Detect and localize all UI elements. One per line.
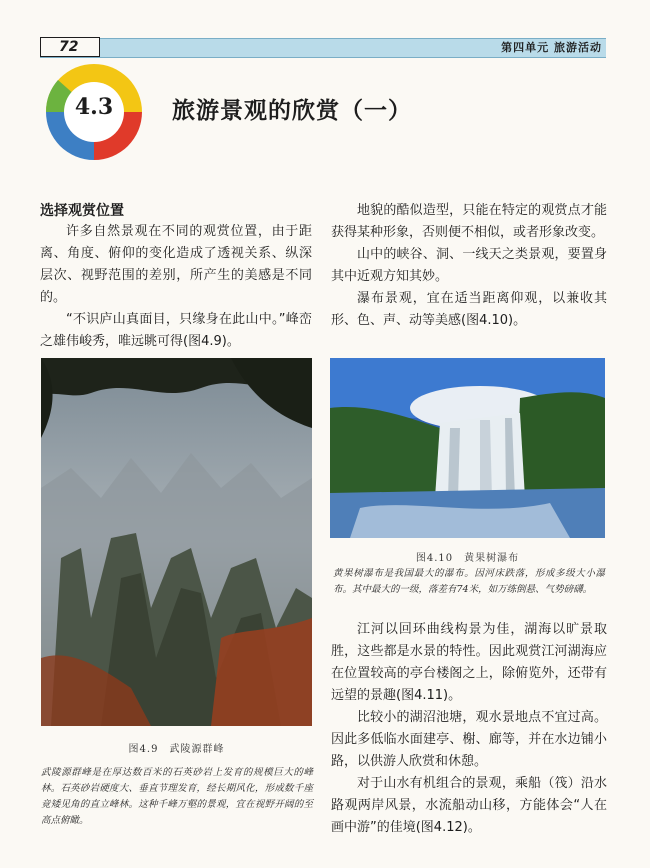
left-column-text <box>40 221 312 353</box>
paragraph: 地貌的酷似造型，只能在特定的观赏点才能获得某种形象，否则便不相似，或者形象改变。 <box>331 203 607 240</box>
page-number: 72 <box>40 37 100 57</box>
huangguoshu-waterfall-photo <box>330 358 605 538</box>
paragraph: 瀑布景观，宜在适当距离仰观，以兼收其形、色、声、动等美感(图4.10)。 <box>331 291 607 328</box>
unit-label: 第四单元 旅游活动 <box>501 41 602 54</box>
figure-title: 图4.9 武陵源群峰 <box>128 744 225 755</box>
figure-title: 图4.10 黄果树瀑布 <box>415 553 520 564</box>
wulingyuan-peaks-photo <box>41 358 312 726</box>
sub-heading: 选择观赏位置 <box>40 203 124 219</box>
paragraph: 对于山水有机组合的景观，乘船（筏）沿水路观两岸风景，水流船动山移，方能体会“人在画中游”的佳境(图4.12)。 <box>331 776 607 835</box>
paragraph: 许多自然景观在不同的观赏位置，由于距离、角度、俯仰的变化造成了透视关系、纵深层次、视野范围的差别，所产生的美感是不同的。 <box>40 224 312 305</box>
right-column-top-text <box>331 200 607 332</box>
right-column-bottom-text <box>331 619 607 839</box>
lesson-title: 旅游景观的欣赏（一） <box>172 97 412 124</box>
section-number: 4.3 <box>74 94 114 120</box>
paragraph: 比较小的湖沼池塘，观水景地点不宜过高。因此多低临水面建亭、榭、廊等，并在水边铺小路，以供游人欣赏和休憩。 <box>331 710 607 769</box>
paragraph: 山中的峡谷、洞、一线天之类景观，要置身其中近观方知其妙。 <box>331 247 607 284</box>
figure-caption: 黄果树瀑布是我国最大的瀑布。因河床跌落，形成多级大小瀑布。其中最大的一级，落差有74米，如万练倒悬、气势磅礴。 <box>333 568 605 595</box>
figure-caption: 武陵源群峰是在厚达数百米的石英砂岩上发育的规模巨大的峰林。石英砂岩硬度大、垂直节理发育，经长期风化，形成数千座竞矮见角的直立峰林。这种千峰万壑的景观，宜在视野开阔的至高点俯瞰。 <box>41 767 313 826</box>
paragraph: 江河以回环曲线构景为佳，湖海以旷景取胜，这些都是水景的特性。因此观赏江河湖海应在位置较高的亭台楼阁之上，除俯览外，还带有远望的景趣(图4.11)。 <box>331 622 607 703</box>
paragraph: “不识庐山真面目，只缘身在此山中。”峰峦之雄伟峻秀，唯远眺可得(图4.9)。 <box>40 312 312 349</box>
